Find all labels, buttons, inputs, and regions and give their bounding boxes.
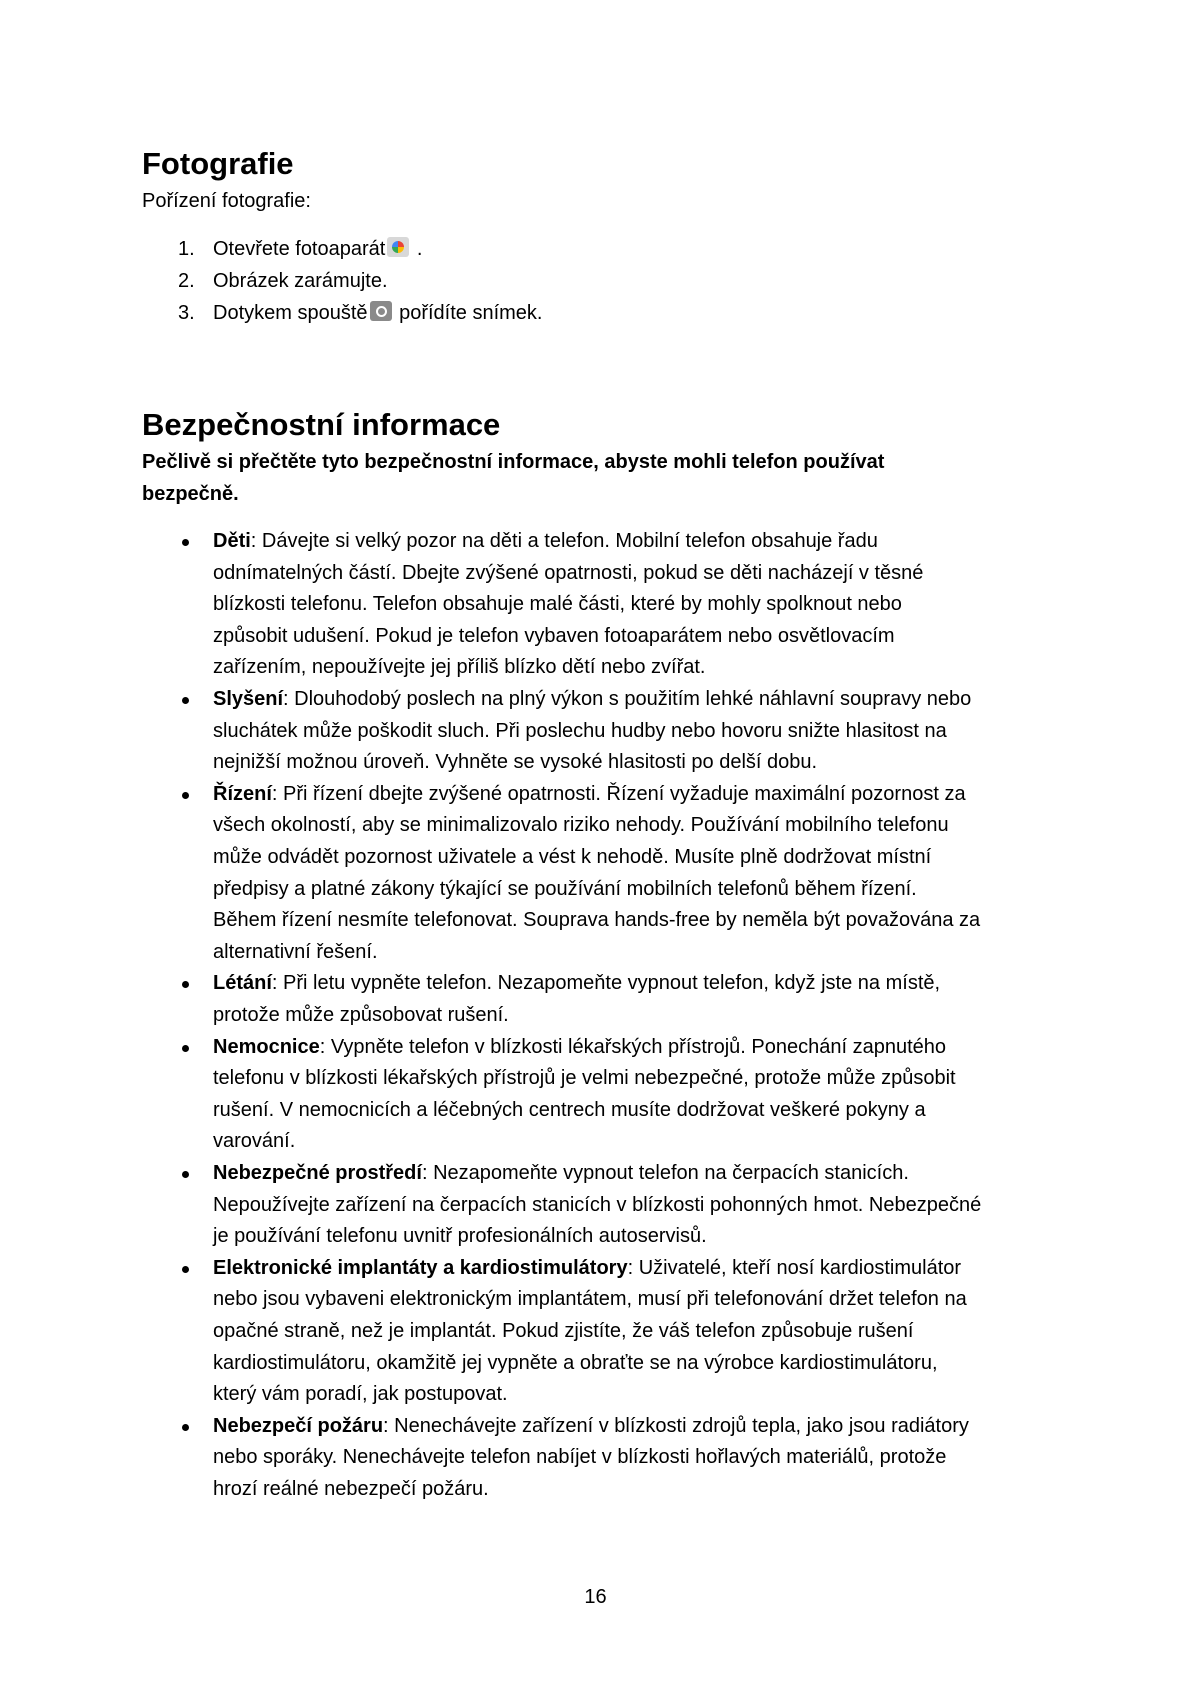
bullet-icon: [182, 697, 189, 704]
bullet-line-text: opačné straně, než je implantát. Pokud zjistíte, že váš telefon způsobuje rušení: [213, 1319, 914, 1342]
step-number: 1.: [178, 238, 195, 260]
step-text-before: Otevřete fotoaparát: [213, 238, 386, 260]
safety-intro: [142, 447, 884, 510]
bullet-line-text: varování.: [213, 1130, 296, 1153]
bullet-line: [213, 589, 923, 621]
bullet-line: [213, 1442, 969, 1474]
bullet-line-text: : Nenechávejte zařízení v blízkosti zdrojů tepla, jako jsou radiátory: [383, 1414, 969, 1437]
bullet-line: [213, 558, 923, 590]
bullet-line: [213, 1474, 969, 1506]
bullet-line-text: nejnižší možnou úroveň. Vyhněte se vysoké hlasitosti po delší dobu.: [213, 751, 818, 774]
step-text: [213, 298, 542, 330]
step-text-before: Obrázek zarámujte.: [213, 270, 388, 292]
bullet-line-text: blízkosti telefonu. Telefon obsahuje malé části, které by mohly spolknout nebo: [213, 593, 902, 616]
bullet-term: Děti: [213, 530, 251, 552]
bullet-term: Elektronické implantáty a kardiostimulátory: [213, 1256, 628, 1279]
bullet-line: [213, 1000, 940, 1032]
bullet-line-text: předpisy a platné zákony týkající se používání mobilních telefonů během řízení.: [213, 877, 917, 900]
bullet-icon: [182, 1424, 189, 1431]
bullet-text: [213, 526, 923, 684]
bullet-line-text: : Uživatelé, kteří nosí kardiostimulátor: [627, 1256, 962, 1279]
bullet-line: [213, 1379, 967, 1411]
bullet-icon: [182, 981, 189, 988]
bullet-line-text: odnímatelných částí. Dbejte zvýšené opatrnosti, pokud se děti nacházejí v těsné: [213, 561, 924, 584]
bullet-line: [213, 684, 971, 716]
bullet-icon: [182, 792, 189, 799]
bullet-line: [213, 842, 980, 874]
bullet-line-text: : Dlouhodobý poslech na plný výkon s použitím lehké náhlavní soupravy nebo: [283, 688, 972, 710]
bullet-line: [213, 1158, 981, 1190]
bullet-line: [213, 937, 980, 969]
page-number: 16: [584, 1586, 607, 1608]
bullet-line: [213, 1253, 967, 1285]
step-text-after: pořídíte snímek.: [393, 302, 543, 324]
bullet-icon: [182, 539, 189, 546]
bullet-text: [213, 1253, 967, 1411]
bullet-term: Nebezpečné prostředí: [213, 1162, 422, 1184]
bullet-line-text: nebo sporáky. Nenechávejte telefon nabíjet v blízkosti hořlavých materiálů, protože: [213, 1446, 947, 1469]
bullet-text: [213, 1411, 969, 1506]
bullet-line-text: : Při letu vypněte telefon. Nezapomeňte vypnout telefon, když jste na místě,: [271, 972, 941, 995]
bullet-line-text: který vám poradí, jak postupovat.: [213, 1383, 508, 1406]
bullet-line: [213, 1348, 967, 1380]
bullet-text: [213, 968, 940, 1031]
bullet-text: [213, 779, 980, 969]
bullet-line-text: Během řízení nesmíte telefonovat. Souprava hands-free by neměla být považována za: [213, 909, 981, 932]
bullet-line: [213, 1126, 956, 1158]
bullet-icon: [182, 1266, 189, 1273]
bullet-line-text: hrozí reálné nebezpečí požáru.: [213, 1477, 489, 1500]
bullet-term: Slyšení: [213, 688, 284, 710]
step-item: [0, 266, 1191, 298]
bullet-line-text: : Při řízení dbejte zvýšené opatrnosti. Řízení vyžaduje maximální pozornost za: [271, 782, 966, 805]
bullet-line: [213, 526, 923, 558]
bullet-line: [213, 1316, 967, 1348]
step-item: [0, 298, 1191, 330]
step-number: 3.: [178, 302, 195, 324]
bullet-line: [213, 1095, 956, 1127]
camera-app-icon: [387, 237, 409, 257]
bullet-line: [213, 968, 940, 1000]
bullet-text: [213, 1158, 981, 1253]
step-number: 2.: [178, 270, 195, 292]
bullet-term: Nebezpečí požáru: [213, 1414, 384, 1437]
step-text-after: .: [411, 238, 423, 260]
bullet-line-text: alternativní řešení.: [213, 940, 378, 963]
step-text: [213, 234, 422, 266]
shutter-icon: [370, 301, 392, 321]
bullet-line-text: kardiostimulátoru, okamžitě jej vypněte a obraťte se na výrobce kardiostimulátoru,: [213, 1351, 938, 1374]
bullet-line-text: nebo jsou vybaveni elektronickým implantátem, musí při telefonování držet telefon na: [213, 1288, 967, 1311]
bullet-line: [213, 1032, 956, 1064]
bullet-line-text: rušení. V nemocnicích a léčebných centrech musíte dodržovat veškeré pokyny a: [213, 1098, 926, 1121]
bullet-line: [213, 1411, 969, 1443]
bullet-line: [213, 1063, 956, 1095]
bullet-line-text: způsobit udušení. Pokud je telefon vybaven fotoaparátem nebo osvětlovacím: [213, 624, 895, 647]
safety-intro-line: Pečlivě si přečtěte tyto bezpečnostní informace, abyste mohli telefon používat: [142, 451, 885, 473]
bullet-line-text: zařízením, nepoužívejte jej příliš blízko dětí nebo zvířat.: [213, 656, 706, 679]
bullet-text: [213, 1032, 956, 1158]
bullet-line: [213, 1190, 981, 1222]
bullet-line: [213, 747, 971, 779]
bullet-line: [213, 621, 923, 653]
safety-intro-line: bezpečně.: [142, 482, 239, 505]
bullet-line-text: je používání telefonu uvnitř profesionálních autoservisů.: [213, 1225, 707, 1248]
step-item: [0, 234, 1191, 266]
bullet-line-text: může odvádět pozornost uživatele a vést k nehodě. Musíte plně dodržovat místní: [213, 845, 932, 868]
bullet-line-text: : Vypněte telefon v blízkosti lékařských přístrojů. Ponechání zapnutého: [319, 1035, 946, 1058]
section-title-photography: Fotografie: [142, 146, 294, 181]
bullet-line-text: sluchátek může poškodit sluch. Při poslechu hudby nebo hovoru snižte hlasitost na: [213, 719, 947, 742]
bullet-icon: [182, 1045, 189, 1052]
bullet-line-text: : Dávejte si velký pozor na děti a telefon. Mobilní telefon obsahuje řadu: [250, 530, 878, 552]
bullet-line-text: telefonu v blízkosti lékařských přístrojů je velmi nebezpečné, protože může způsobit: [213, 1067, 956, 1090]
bullet-term: Řízení: [213, 782, 272, 805]
section-title-safety: Bezpečnostní informace: [142, 407, 501, 442]
bullet-line-text: protože může způsobovat rušení.: [213, 1003, 509, 1026]
bullet-icon: [182, 1171, 189, 1178]
bullet-line: [213, 1221, 981, 1253]
bullet-line: [213, 652, 923, 684]
photography-intro: Pořízení fotografie:: [142, 190, 311, 212]
step-text-before: Dotykem spouště: [213, 302, 368, 324]
bullet-line: [213, 810, 980, 842]
bullet-line-text: : Nezapomeňte vypnout telefon na čerpacích stanicích.: [421, 1162, 909, 1184]
bullet-line: [213, 779, 980, 811]
bullet-term: Nemocnice: [213, 1035, 320, 1058]
bullet-line: [213, 905, 980, 937]
bullet-line: [213, 874, 980, 906]
bullet-line-text: všech okolností, aby se minimalizovalo riziko nehody. Používání mobilního telefonu: [213, 814, 949, 837]
bullet-text: [213, 684, 971, 779]
bullet-line: [213, 1284, 967, 1316]
bullet-line-text: Nepoužívejte zařízení na čerpacích stanicích v blízkosti pohonných hmot. Nebezpečné: [213, 1193, 982, 1216]
step-text: [213, 266, 388, 298]
bullet-term: Létání: [213, 972, 272, 995]
bullet-line: [213, 716, 971, 748]
